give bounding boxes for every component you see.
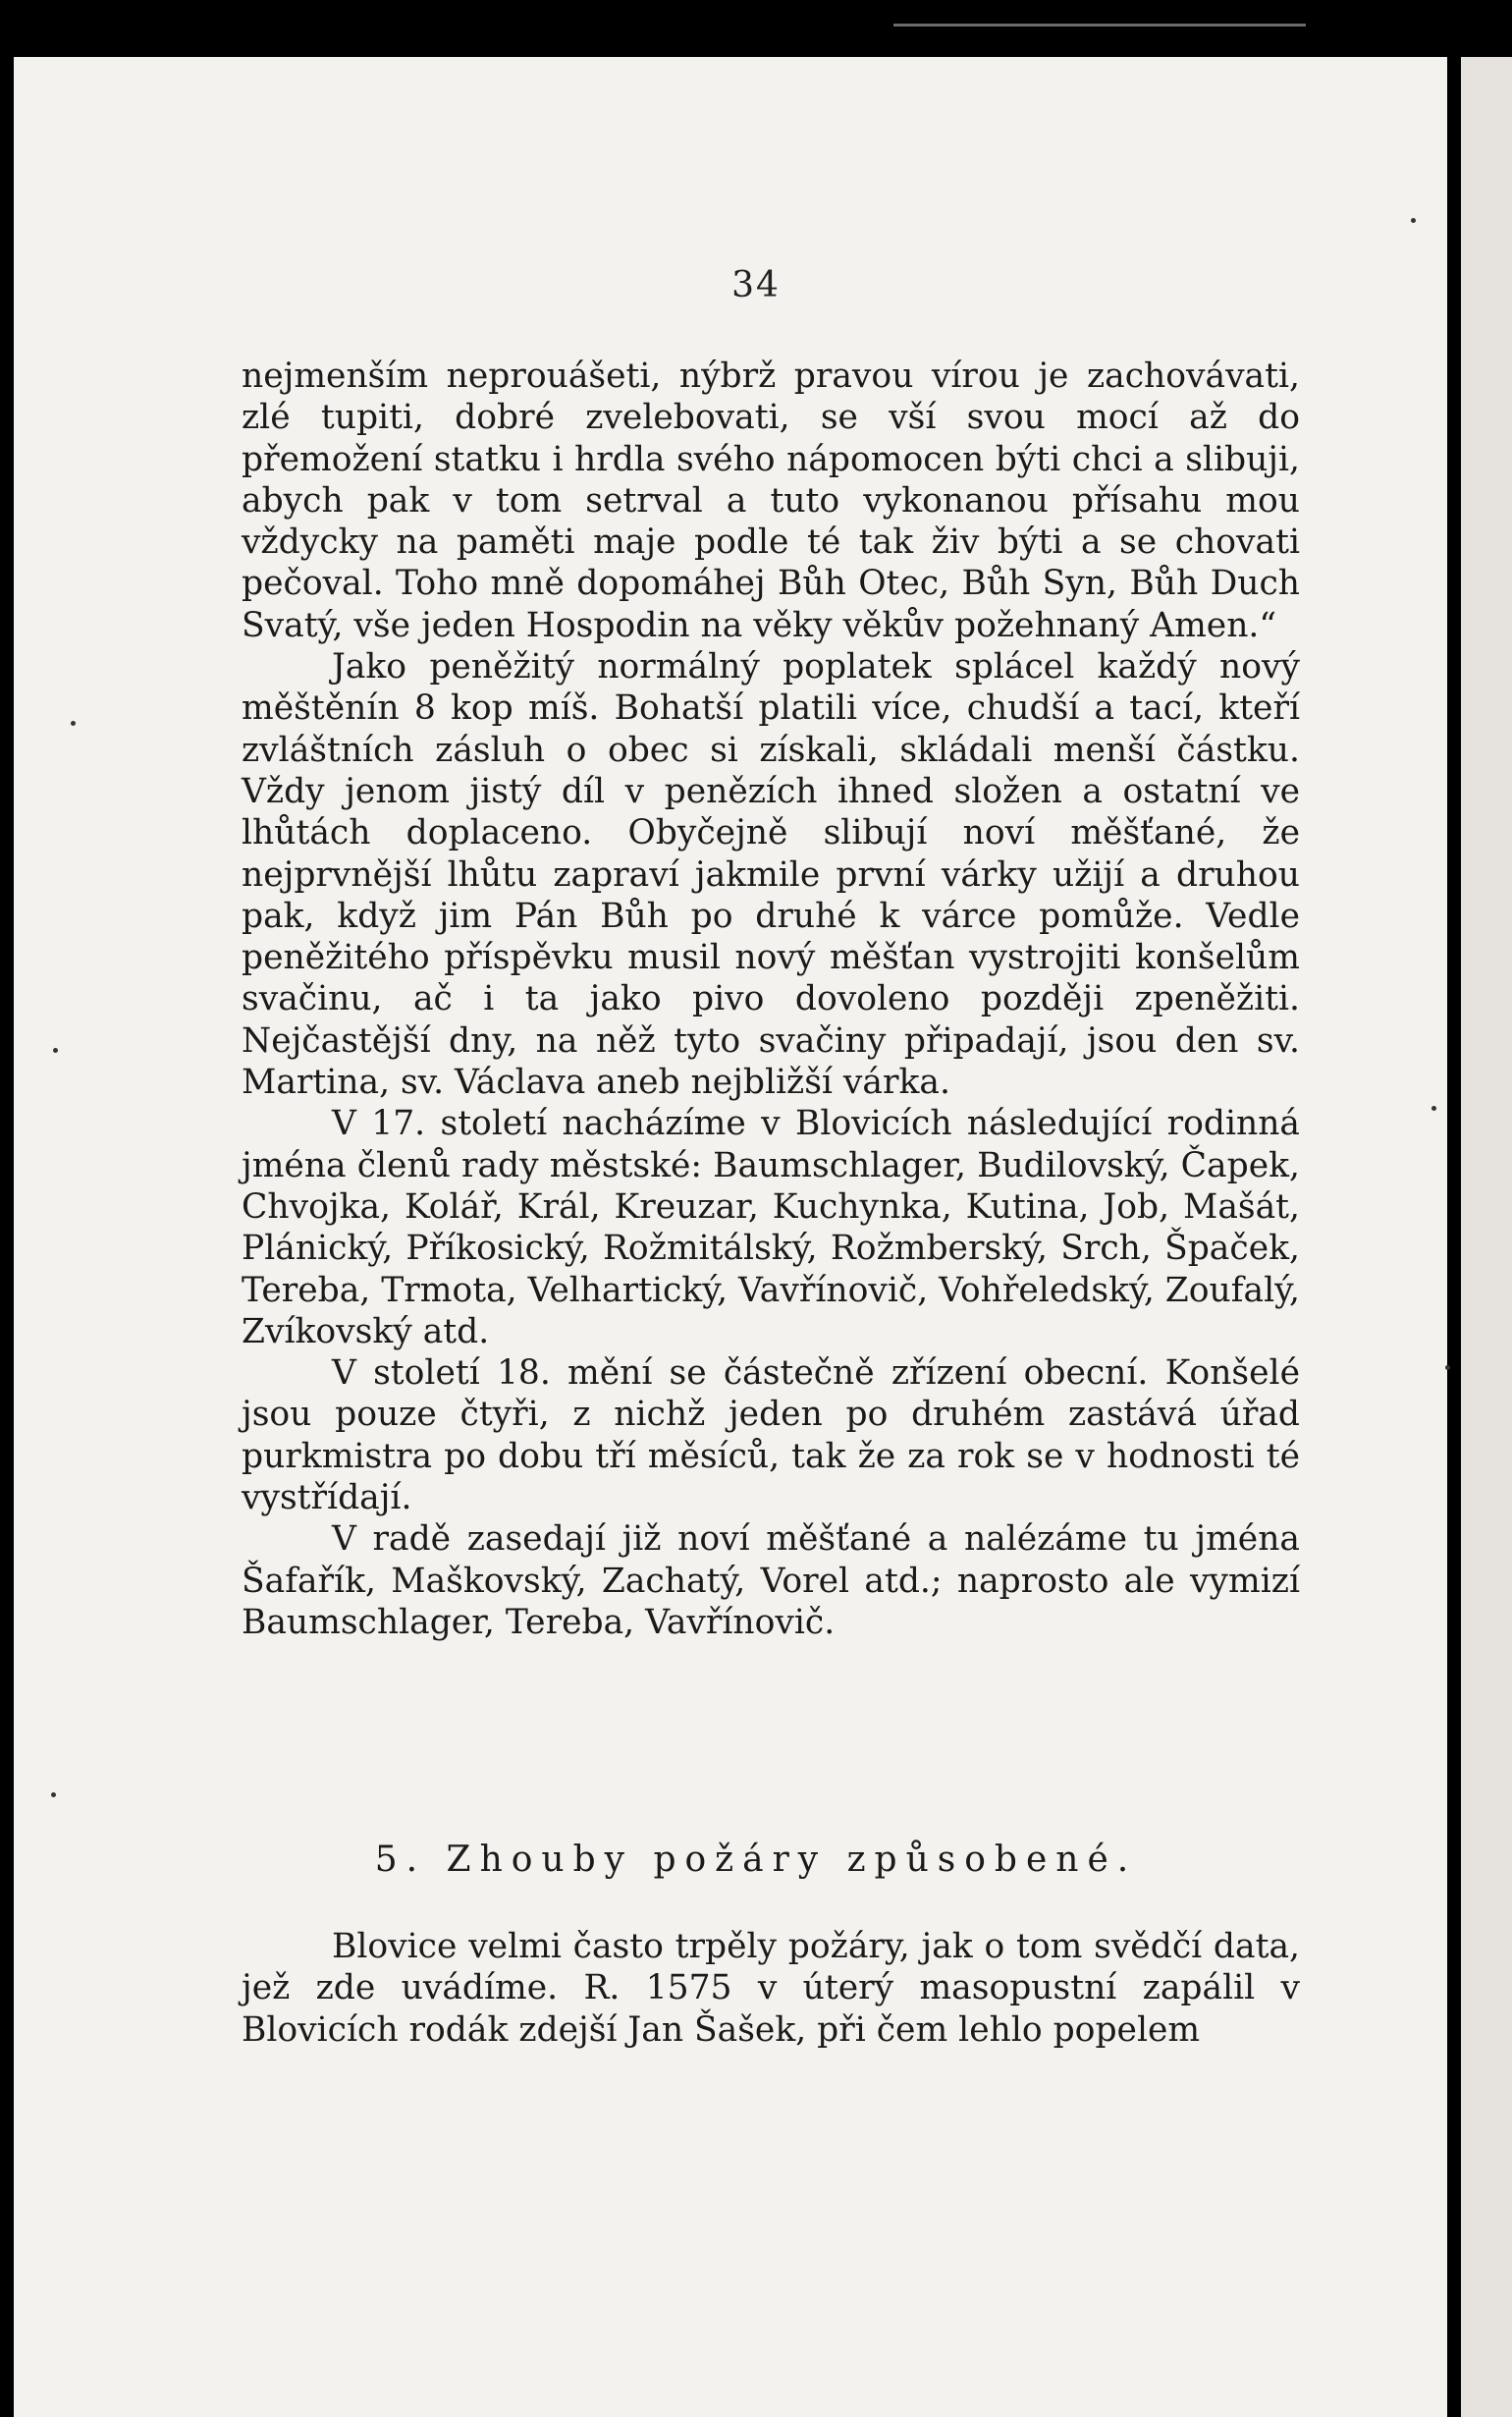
fires-paragraph: Blovice velmi často trpěly požáry, jak o tom svědčí data, jež zde uvádíme. R. 1575 v úterý masopustní zapálil v Blovicích rodák zdejší Jan Šašek, při čem lehlo popelem [242, 1927, 1300, 2050]
fee-paragraph: Jako peněžitý normálný poplatek splácel každý nový měštěnín 8 kop míš. Bohatší platili více, chudší a tací, kteří zvláštních zásluh o obec si získali, skládali menší částku. Vždy jenom jistý díl v penězích ihned složen a ostatní ve lhůtách doplaceno. Obyčejně slibují noví měšťané, že nejprvnější lhůtu zapraví jakmile první várky užijí a druhou pak, když jim Pán Bůh po druhé k várce pomůže. Vedle peněžitého příspěvku musil nový měšťan vystrojiti konšelům svačinu, ač i ta jako pivo dovoleno později zpeněžiti. Nejčastější dny, na něž tyto svačiny připadají, jsou den sv. Martina, sv. Václava aneb nejbližší várka. [242, 647, 1300, 1103]
adjacent-page-edge [1461, 57, 1512, 2417]
margin-speck [1445, 1365, 1450, 1370]
council-17th-century-paragraph: V 17. století nacházíme v Blovicích následující rodinná jména členů rady městské: Baumschlager, Budilovský, Čapek, Chvojka, Kolář, Král, Kreuzar, Kuchynka, Kutina, Job, Mašát, Plánický, Příkosický, Rožmitálský, Rožmberský, Srch, Špaček, Tereba, Trmota, Velhartický, Vavřínovič, Vohřeledský, Zoufalý, Zvíkovský atd. [242, 1104, 1300, 1351]
main-text [242, 356, 1300, 1643]
section-heading: 5. Zhouby požáry způsobené. [374, 1840, 1138, 1880]
oath-paragraph: nejmenším neprouášeti, nýbrž pravou vírou je zachovávati, zlé tupiti, dobré zvelebovati, se vší svou mocí až do přemožení statku i hrdla svého nápomocen býti chci a slibuji, abych pak v tom setrval a tuto vykonanou přísahu mou vždycky na paměti maje podle té tak živ býti a se chovati pečoval. Toho mně dopomáhej Bůh Otec, Bůh Syn, Bůh Duch Svatý, vše jeden Hospodin na věky věkův požehnaný Amen.“ [242, 357, 1300, 645]
margin-speck [1431, 1106, 1436, 1111]
page-number: 34 [731, 265, 781, 305]
margin-speck [1411, 218, 1416, 223]
new-burghers-paragraph: V radě zasedají již noví měšťané a nalézáme tu jména Šafařík, Maškovský, Zachatý, Vorel atd.; naprosto ale vymizí Baumschlager, Tereba, Vavřínovič. [242, 1519, 1300, 1642]
margin-speck [71, 721, 76, 726]
margin-speck [53, 1048, 58, 1053]
section-text [242, 1926, 1300, 2051]
council-18th-century-paragraph: V století 18. mění se částečně zřízení obecní. Konšelé jsou pouze čtyři, z nichž jeden po druhém zastává úřad purkmistra po dobu tří měsíců, tak že za rok se v hodnosti té vystřídají. [242, 1353, 1300, 1518]
top-rule [893, 24, 1306, 27]
margin-speck [51, 1792, 56, 1797]
